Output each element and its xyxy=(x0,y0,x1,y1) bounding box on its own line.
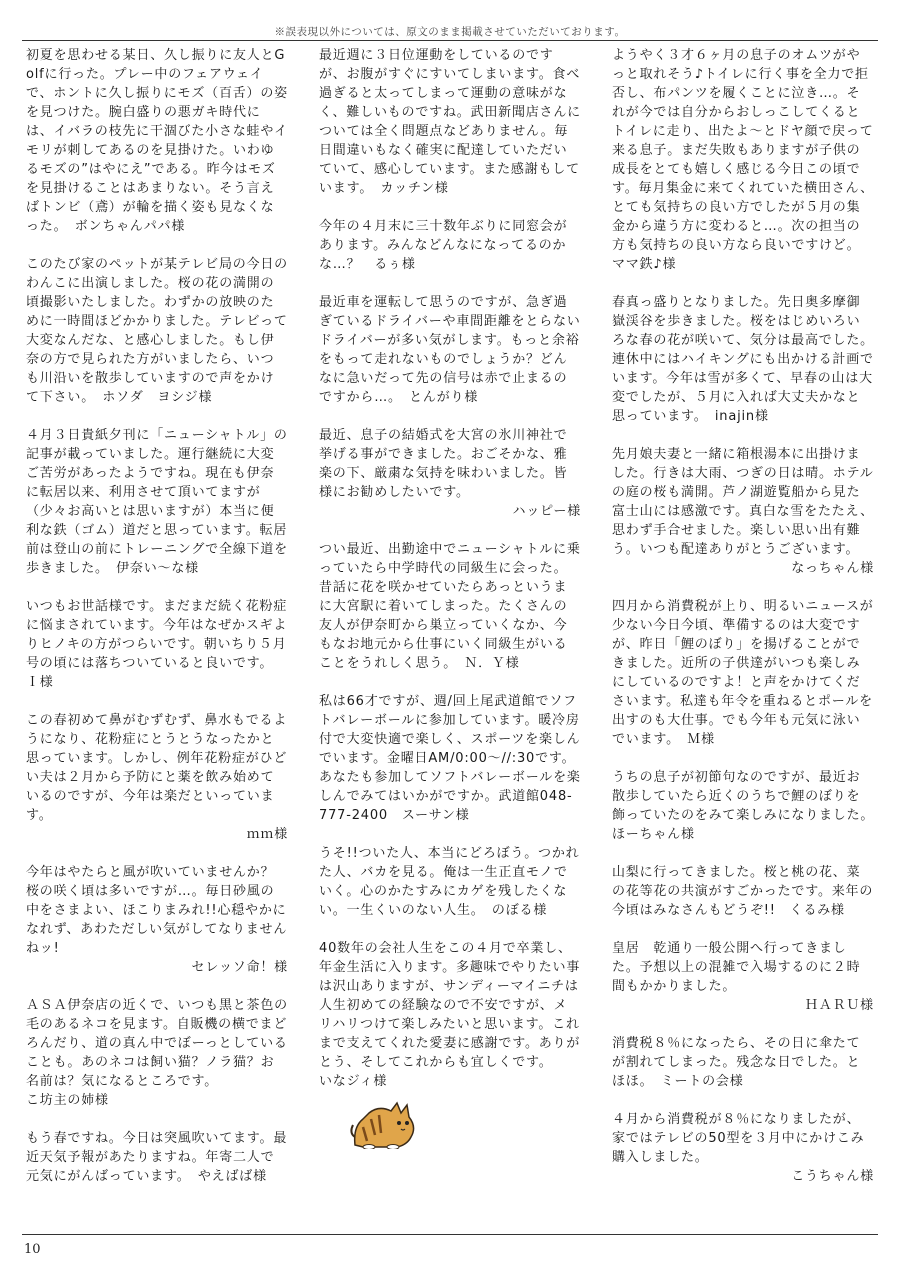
letter-signature: スーサン様 xyxy=(401,808,470,823)
reader-letter xyxy=(612,445,874,578)
reader-letter xyxy=(319,844,581,920)
reader-letter xyxy=(319,692,581,825)
reader-letter xyxy=(26,711,288,844)
letter-signature: こうちゃん様 xyxy=(791,1169,874,1184)
letter-signature: いなジィ様 xyxy=(319,1074,388,1089)
letter-body: つい最近、出勤途中でニューシャトルに乗っていたら中学時代の同級生に会った。昔話に花を咲かせていたらあっというまに大宮駅に着いてしまった。たくさんの友人が伊奈町から巣立っていくなか、今もなお地元から仕事にいく同級生がいることをうれしく思う。 xyxy=(319,542,581,671)
letter-signature: ホソダ ヨシジ様 xyxy=(102,390,213,405)
reader-letter xyxy=(612,597,874,749)
letter-signature: ＨＡＲＵ様 xyxy=(804,998,874,1013)
reader-letter xyxy=(319,540,581,673)
letter-body: 皇居 乾通り一般公開へ行ってきました。予想以上の混雑で入場するのに２時間もかかりました。 xyxy=(612,941,861,994)
letter-body: 四月から消費税が上り、明るいニュースが少ない今日今頃、準備するのは大変ですが、昨日「鯉のぼり」を揚げることができました。近所の子供達がいつも楽しみにしているのですよ！と声をかけてくださいます。私達も年令を重ねるとポールを出すのも大仕事。でも今年も元気に泳いでいます。 xyxy=(612,599,874,747)
letter-body: 初夏を思わせる某日、久し振りに友人とGolfに行った。プレー中のフェアウェイで、ホントに久し振りにモズ（百舌）の姿を見つけた。腕白盛りの悪ガキ時代には、イバラの枝先に干涸びた小さな蛙やイモリが刺してあるのを見掛けた。いわゆるモズの”はやにえ”である。昨今はモズを見掛けることはあまりない。そう言えばトンビ（鳶）が輪を描く姿も見なくなった。 xyxy=(26,48,288,234)
letter-signature: こ坊主の姉様 xyxy=(26,1093,109,1108)
reader-letter xyxy=(26,46,288,236)
letter-signature: ほーちゃん様 xyxy=(612,827,695,842)
letter-signature: ｍｍ様 xyxy=(246,827,288,842)
letter-signature: とんがり様 xyxy=(409,390,479,405)
reader-letter xyxy=(612,768,874,844)
letter-signature: inajin様 xyxy=(714,409,769,424)
letter-body: ４月３日貴紙夕刊に「ニューシャトル」の記事が載っていました。運行継続に大変ご苦労があったようですね。現在も伊奈に転居以来、利用させて頂いてますが（少々お高いとは思いますが）本当に便利な鉄（ゴム）道だと思っています。転居前は登山の前にトレーニングで全線下道を歩きました。 xyxy=(26,428,288,576)
tabby-cat-illustration xyxy=(349,1093,423,1149)
letter-body: うそ!!ついた人、本当にどろぼう。つかれた人、バカを見る。俺は一生正直モノでいく。心のかたすみにカゲを残したくない。一生くいのない人生。 xyxy=(319,846,580,918)
reader-letter xyxy=(612,939,874,1015)
letter-body: 私は66才ですが、週/回上尾武道館でソフトバレーボールに参加しています。暖冷房付で大変快適で楽しく、スポーツを楽しんでいます。金曜日AM/0:00～//:30です。あなたも参加してソフトバレーボールを楽しんでみてはいかがですか。武道館048-777-2400 xyxy=(319,694,581,823)
reader-letter xyxy=(26,996,288,1110)
letter-signature: Ｍ様 xyxy=(687,732,715,747)
letter-signature: セレッソ命！様 xyxy=(191,960,288,975)
reader-letter xyxy=(612,46,874,274)
letter-body: うちの息子が初節句なのですが、最近お散歩していたら近くのうちで鯉のぼりを飾っていたのをみて楽しみになりました。 xyxy=(612,770,868,823)
reader-letter xyxy=(26,597,288,692)
letter-body: ＡＳＡ伊奈店の近くで、いつも黒と茶色の毛のあるネコを見ます。自販機の横でまどろんだり、道の真ん中でぼーっとしていることも。あのネコは飼い猫？ノラ猫？お名前は？気になるところです。 xyxy=(26,998,288,1089)
letter-signature: のぼる様 xyxy=(491,903,548,918)
letter-signature: やえばば様 xyxy=(197,1169,267,1184)
letter-signature: ボンちゃんパパ様 xyxy=(74,219,186,234)
letter-signature: ミートの会様 xyxy=(660,1074,744,1089)
letter-signature: カッチン様 xyxy=(380,181,449,196)
letter-signature: るぅ様 xyxy=(374,257,416,272)
column-2 xyxy=(319,46,581,1149)
letter-body: 今年はやたらと風が吹いていませんか？桜の咲く頃は多いですが…。毎日砂風の中をさまよい、ほこりまみれ!!心穏やかになれず、あわただしい気がしてなりませんねッ! xyxy=(26,865,288,956)
letter-body: 最近週に３日位運動をしているのですが、お腹がすぐにすいてしまいます。食べ過ぎると太ってしまって運動の意味がなく、難しいものですね。武田新聞店さんについては全く問題点などありません。毎日間違いもなく確実に配達していただいていて、感心しています。また感謝もしています。 xyxy=(319,48,581,196)
reader-letter xyxy=(612,1034,874,1091)
reader-letter xyxy=(612,863,874,920)
reader-letter xyxy=(26,255,288,407)
letter-body: 消費税８％になったら、その日に傘たてが割れてしまった。残念な日でした。とほほ。 xyxy=(612,1036,861,1089)
letter-signature: ママ鉄♪様 xyxy=(612,257,677,272)
reader-letter xyxy=(26,1129,288,1186)
page-number: 10 xyxy=(24,1242,41,1257)
letter-body: 春真っ盛りとなりました。先日奥多摩御嶽渓谷を歩きました。桜をはじめいろいろな春の花が咲いて、気分は最高でした。連休中にはハイキングにも出かける計画でいます。今年は雪が多くて、早春の山は大変でしたが、５月に入れば大丈夫かなと思っています。 xyxy=(612,295,874,424)
letter-body: 先月娘夫妻と一緒に箱根湯本に出掛けました。行きは大雨、つぎの日は晴。ホテルの庭の桜も満開。芦ノ湖遊覧船から見た富士山には感激です。真白な雪をたたえ、思わず手合せました。楽しい思い出有難う。いつも配達ありがとうございます。 xyxy=(612,447,874,557)
bottom-rule xyxy=(22,1234,878,1235)
reprint-notice: ※誤表現以外については、原文のまま掲載させていただいております。 xyxy=(274,26,626,38)
column-3 xyxy=(612,46,874,1186)
reader-letter xyxy=(26,863,288,977)
letter-body: ４月から消費税が８％になりましたが、家ではテレビの50型を３月中にかけこみ購入しました。 xyxy=(612,1112,865,1165)
reader-letter xyxy=(612,1110,874,1186)
column-1 xyxy=(26,46,288,1205)
letter-body: いつもお世話様です。まだまだ続く花粉症に悩まされています。今年はなぜかスギよりヒノキの方がつらいです。朝いちり５月号の頃には落ちついていると良いです。 xyxy=(26,599,288,671)
reader-letter xyxy=(26,426,288,578)
letter-body: 今年の４月末に三十数年ぶりに同窓会があります。みんなどんなになってるのかな…？ xyxy=(319,219,568,272)
letter-body: 山梨に行ってきました。桜と桃の花、菜の花等花の共演がすごかったです。来年の今頃はみなさんもどうぞ!! xyxy=(612,865,874,918)
reader-letter xyxy=(319,46,581,198)
letter-signature: Ｎ．Ｙ様 xyxy=(464,656,520,671)
top-rule xyxy=(22,40,878,41)
reader-letter xyxy=(319,939,581,1091)
reader-letter xyxy=(319,426,581,521)
reader-letter xyxy=(319,293,581,407)
letter-signature: くるみ様 xyxy=(789,903,845,918)
letter-body: このたび家のペットが某テレビ局の今日のわんこに出演しました。桜の花の満開の頃撮影いたしました。わずかの放映のために一時間ほどかかりました。テレビって大変なんだな、と感心しました。もし伊奈の方で見られた方がいましたら、いつも川沿いを散歩していますので声をかけて下さい。 xyxy=(26,257,288,405)
letter-body: 40数年の会社人生をこの４月で卒業し、年金生活に入ります。多趣味でやりたい事は沢山ありますが、サンディーマイニチは人生初めての経験なので不安ですが、メリハリつけて楽しみたいと思います。これまで支えてくれた愛妻に感謝です。ありがとう、そしてこれからも宜しくです。 xyxy=(319,941,581,1070)
letter-body: 最近車を運転して思うのですが、急ぎ過ぎているドライバーや車間距離をとらないドライバーが多い気がします。もっと余裕をもって走れないものでしょうか？どんなに急いだって先の信号は赤で止まるのですから…。 xyxy=(319,295,581,405)
letter-signature: Ｉ様 xyxy=(26,675,54,690)
reader-letter xyxy=(319,217,581,274)
reader-letter xyxy=(612,293,874,426)
letter-body: もう春ですね。今日は突風吹いてます。最近天気予報があたりますね。年寄二人で元気にがんばっています。 xyxy=(26,1131,288,1184)
letter-body: ようやく３才６ヶ月の息子のオムツがやっと取れそう♪トイレに行く事を全力で拒否し、布パンツを履くことに泣き…。それが今では自分からおしっこしてくるとトイレに走り、出たよ～とドヤ顔で戻って来る息子。まだ失敗もありますが子供の成長をとても嬉しく感じる今日この頃です。毎月集金に来てくれていた横田さん、とても気持ちの良い方でしたが５月の集金から違う方に変わると…。次の担当の方も気持ちの良い方なら良いですけど。 xyxy=(612,48,874,253)
letter-body: 最近、息子の結婚式を大宮の氷川神社で挙げる事ができました。おごそかな、雅楽の下、厳粛な気持を味わいました。皆様にお勧めしたいです。 xyxy=(319,428,568,500)
letter-signature: ハッピー様 xyxy=(512,504,581,519)
letter-body: この春初めて鼻がむずむず、鼻水もでるようになり、花粉症にとうとうなったかと思っています。しかし、例年花粉症がひどい夫は２月から予防にと薬を飲み始めているのですが、今年は楽だといっています。 xyxy=(26,713,288,823)
letter-signature: なっちゃん様 xyxy=(791,561,874,576)
letter-signature: 伊奈い～な様 xyxy=(116,561,199,576)
